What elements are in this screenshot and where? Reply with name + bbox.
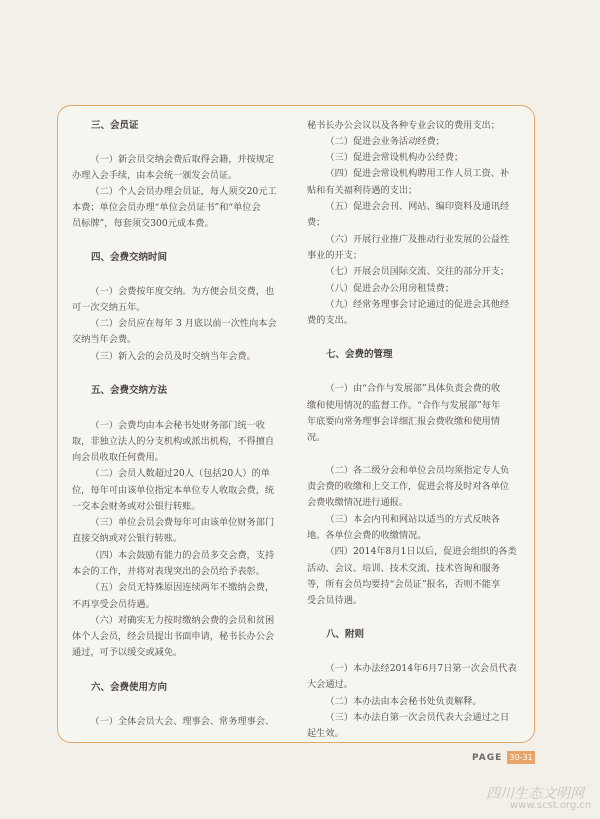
section-heading: 三、会员证: [91, 120, 139, 131]
paragraph-line: 费的支出。: [307, 315, 353, 326]
paragraph-line: 本费；单位会员办理“单位会员证书”和“单位会: [72, 202, 261, 213]
paragraph-line: （六）开展行业推广及推动行业发展的公益性: [325, 234, 510, 245]
paragraph-line: （一）会费按年度交纳。为方便会员交费，也: [90, 286, 275, 297]
paragraph-line: 交纳当年会费。: [72, 334, 137, 345]
paragraph-line: 可一次交纳五年。: [72, 302, 146, 313]
paragraph-line: 况。: [307, 432, 326, 443]
paragraph-line: （四）本会鼓励有能力的会员多交会费，支持: [90, 550, 275, 561]
paragraph-line: 位，每年可由该单位指定本单位专人收取会费，统: [72, 485, 275, 496]
paragraph-line: 事业的开支；: [307, 250, 363, 261]
paragraph-line: 一交本会财务或对公银行转账。: [72, 501, 201, 512]
section-heading: 五、会费交纳方法: [91, 385, 168, 396]
paragraph-line: （七）开展会员国际交流、交往的部分开支；: [325, 266, 510, 277]
paragraph-line: 地、各单位会费的收缴情况。: [307, 530, 427, 541]
section-heading: 七、会费的管理: [326, 349, 393, 360]
paragraph-line: （二）各二级分会和单位会员均须指定专人负: [325, 465, 510, 476]
paragraph-line: 本会的工作，并将对表现突出的会员给予表彰。: [72, 566, 265, 577]
paragraph-line: （五）会员无特殊原因连续两年不缴纳会费，: [90, 582, 275, 593]
paragraph-line: （一）会费均由本会秘书处财务部门统一收: [90, 420, 265, 431]
paragraph-line: （二）会员应在每年 3 月底以前一次性向本会: [90, 318, 277, 329]
section-heading: 八、附则: [326, 629, 365, 640]
paragraph-line: 贴和有关福利待遇的支出；: [307, 185, 418, 196]
paragraph-line: 大会通过。: [307, 679, 353, 690]
paragraph-line: 办理入会手续，由本会统一颁发会员证。: [72, 170, 238, 181]
paragraph-line: （四）2014年8月1日以后，促进会组织的各类: [325, 546, 517, 557]
paragraph-line: 年底要向常务理事会详细汇报会费收缴和使用情: [307, 416, 500, 427]
watermark-chinese: 四川生态文明网: [486, 786, 584, 802]
paragraph-line: （六）对确实无力按时缴纳会费的会员和贫困: [90, 615, 275, 626]
paragraph-line: 缴和使用情况的监督工作。“合作与发展部”每年: [307, 400, 501, 411]
paragraph-line: 取，非独立法人的分支机构或派出机构，不得擅自: [72, 436, 275, 447]
paragraph-line: 直接交纳或对公银行转账。: [72, 533, 183, 544]
paragraph-line: （九）经常务理事会讨论通过的促进会其他经: [325, 299, 510, 310]
paragraph-line: 秘书长办公会议以及各种专业会议的费用支出；: [307, 120, 500, 131]
paragraph-line: 体个人会员，经会员提出书面申请，秘书长办公会: [72, 631, 275, 642]
paragraph-line: （三）新入会的会员及时交纳当年会费。: [90, 351, 256, 362]
paragraph-line: 费；: [307, 217, 326, 228]
paragraph-line: （三）本会内刊和网站以适当的方式反映各: [325, 514, 500, 525]
watermark-url: www.scst.org.cn: [510, 800, 592, 811]
paragraph-line: 向会员收取任何费用。: [72, 452, 164, 463]
paragraph-line: （二）本办法由本会秘书处负责解释。: [325, 696, 482, 707]
paragraph-line: 活动、会议、培训、技术交流、技术咨询和服务: [307, 563, 500, 574]
paragraph-line: 通过，可予以缓交或减免。: [72, 647, 183, 658]
paragraph-line: （一）全体会员大会、理事会、常务理事会、: [90, 716, 275, 727]
page-label: PAGE: [472, 753, 503, 763]
paragraph-line: （一）新会员交纳会费后取得会籍，并按规定: [90, 154, 275, 165]
paragraph-line: （三）单位会员会费每年可由该单位财务部门: [90, 517, 275, 528]
paragraph-line: 责会费的收缴和上交工作，促进会将及时对各单位: [307, 481, 510, 492]
paragraph-line: 等，所有会员均要持“会员证”报名，否则不能享: [307, 579, 501, 590]
page-number-badge: 30-31: [507, 751, 535, 764]
section-heading: 四、会费交纳时间: [91, 252, 168, 263]
paragraph-line: （一）由“合作与发展部”具体负责会费的收: [325, 383, 501, 394]
paragraph-line: （四）促进会常设机构聘用工作人员工资、补: [325, 168, 510, 179]
paragraph-line: （八）促进会办公用房租赁费；: [325, 283, 455, 294]
section-heading: 六、会费使用方向: [91, 682, 168, 693]
paragraph-line: 受会员待遇。: [307, 595, 363, 606]
paragraph-line: （三）促进会常设机构办公经费；: [325, 152, 464, 163]
paragraph-line: （二）个人会员办理会员证，每人须交20元工: [90, 186, 277, 197]
paragraph-line: （三）本办法自第一次会员代表大会通过之日: [325, 712, 510, 723]
paragraph-line: 会费收缴情况进行通报。: [307, 497, 409, 508]
paragraph-line: （五）促进会会刊、网站、编印资料及通讯经: [325, 201, 510, 212]
paragraph-line: （一）本办法经2014年6月7日第一次会员代表: [325, 663, 517, 674]
paragraph-line: 不再享受会员待遇。: [72, 599, 155, 610]
paragraph-line: （二）会员人数超过20人（包括20人）的单: [90, 468, 270, 479]
paragraph-line: （二）促进会业务活动经费；: [325, 136, 445, 147]
paragraph-line: 起生效。: [307, 728, 344, 739]
paragraph-line: 员标牌”，每套须交300元成本费。: [72, 218, 214, 229]
